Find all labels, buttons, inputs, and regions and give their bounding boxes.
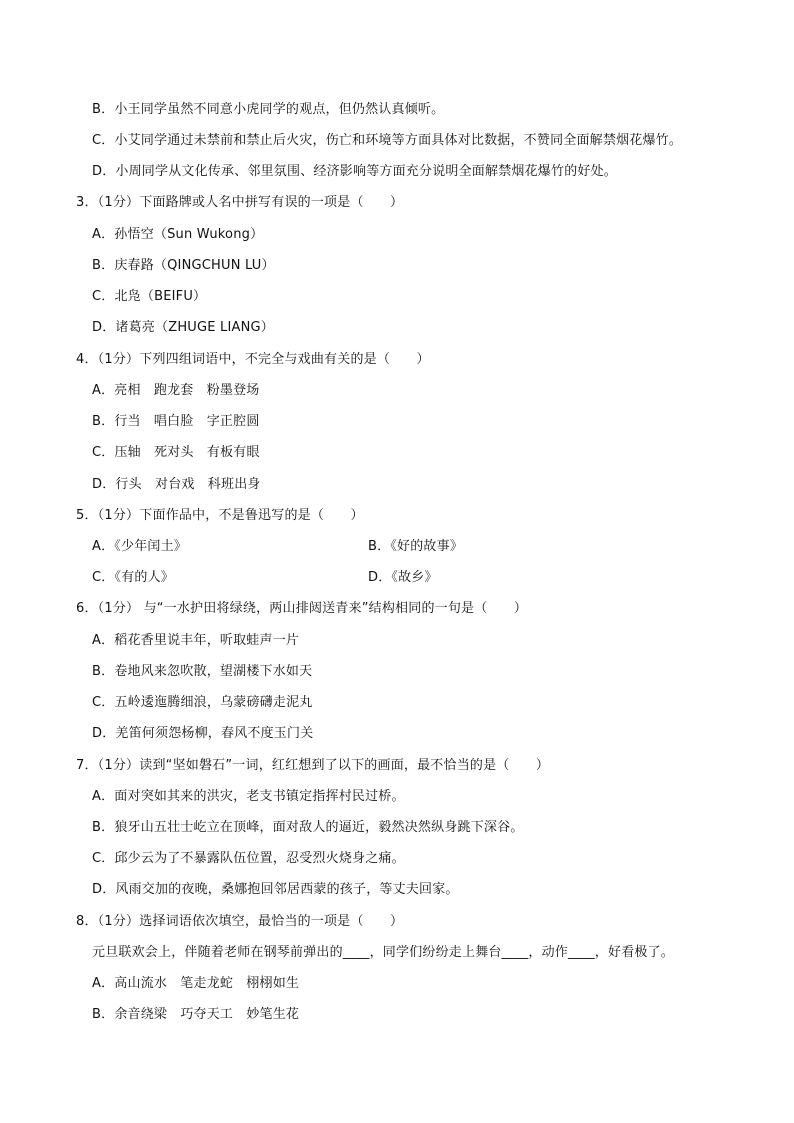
q5-option-c: C．《有的人》 <box>92 570 174 585</box>
q2-option-b: B．小王同学虽然不同意小虎同学的观点，但仍然认真倾听。 <box>92 102 445 117</box>
q7-option-c: C．邱少云为了不暴露队伍位置，忍受烈火烧身之痛。 <box>92 851 405 866</box>
q8-option-a: A．高山流水 笔走龙蛇 栩栩如生 <box>92 976 300 991</box>
q4-stem: 4．（1分）下列四组词语中，不完全与戏曲有关的是（ ） <box>76 352 430 367</box>
q3-option-b: B．庆春路（QINGCHUN LU） <box>92 258 275 273</box>
q7-stem: 7．（1分）读到“坚如磐石”一词，红红想到了以下的画面，最不恰当的是（ ） <box>76 758 550 773</box>
q7-option-b: B．狼牙山五壮士屹立在顶峰，面对敌人的逼近，毅然决然纵身跳下深谷。 <box>92 820 524 835</box>
q6-option-c: C．五岭逶迤腾细浪，乌蒙磅礴走泥丸 <box>92 695 313 710</box>
q8-stem: 8．（1分）选择词语依次填空，最恰当的一项是（ ） <box>76 914 404 929</box>
q5-stem: 5．（1分）下面作品中，不是鲁迅写的是（ ） <box>76 508 364 523</box>
q4-option-b: B．行当 唱白脸 字正腔圆 <box>92 414 260 429</box>
q3-option-c: C．北凫（BEIFU） <box>92 289 207 304</box>
q8-option-b: B．余音绕梁 巧夺天工 妙笔生花 <box>92 1007 300 1022</box>
q7-option-a: A．面对突如其来的洪灾，老支书镇定指挥村民过桥。 <box>92 789 405 804</box>
q6-option-a: A．稻花香里说丰年，听取蛙声一片 <box>92 633 300 648</box>
q4-option-a: A．亮相 跑龙套 粉墨登场 <box>92 383 260 398</box>
q5-option-a: A．《少年闰土》 <box>92 539 187 554</box>
q5-option-b: B．《好的故事》 <box>368 539 464 554</box>
q3-stem: 3．（1分）下面路牌或人名中拼写有误的一项是（ ） <box>76 195 404 210</box>
q8-passage: 元旦联欢会上，伴随着老师在钢琴前弹出的____，同学们纷纷走上舞台____，动作____，好看极了。 <box>92 945 675 960</box>
q6-option-d: D．羌笛何须怨杨柳，春风不度玉门关 <box>92 726 314 741</box>
q2-option-d: D．小周同学从文化传承、邻里氛围、经济影响等方面充分说明全面解禁烟花爆竹的好处。 <box>92 164 618 179</box>
q6-stem: 6．（1分） 与“一水护田将绿绕，两山排闼送青来”结构相同的一句是（ ） <box>76 601 528 616</box>
q3-option-d: D．诸葛亮（ZHUGE LIANG） <box>92 320 274 335</box>
q5-option-d: D．《故乡》 <box>368 570 438 585</box>
q2-option-c: C．小艾同学通过未禁前和禁止后火灾，伤亡和环境等方面具体对比数据，不赞同全面解禁烟花爆竹。 <box>92 133 683 148</box>
q6-option-b: B．卷地风来忽吹散，望湖楼下水如天 <box>92 664 313 679</box>
q4-option-d: D．行头 对台戏 科班出身 <box>92 477 261 492</box>
q3-option-a: A．孙悟空（Sun Wukong） <box>92 227 264 242</box>
q4-option-c: C．压轴 死对头 有板有眼 <box>92 445 260 460</box>
q7-option-d: D．风雨交加的夜晚，桑娜抱回邻居西蒙的孩子，等丈夫回家。 <box>92 882 459 897</box>
